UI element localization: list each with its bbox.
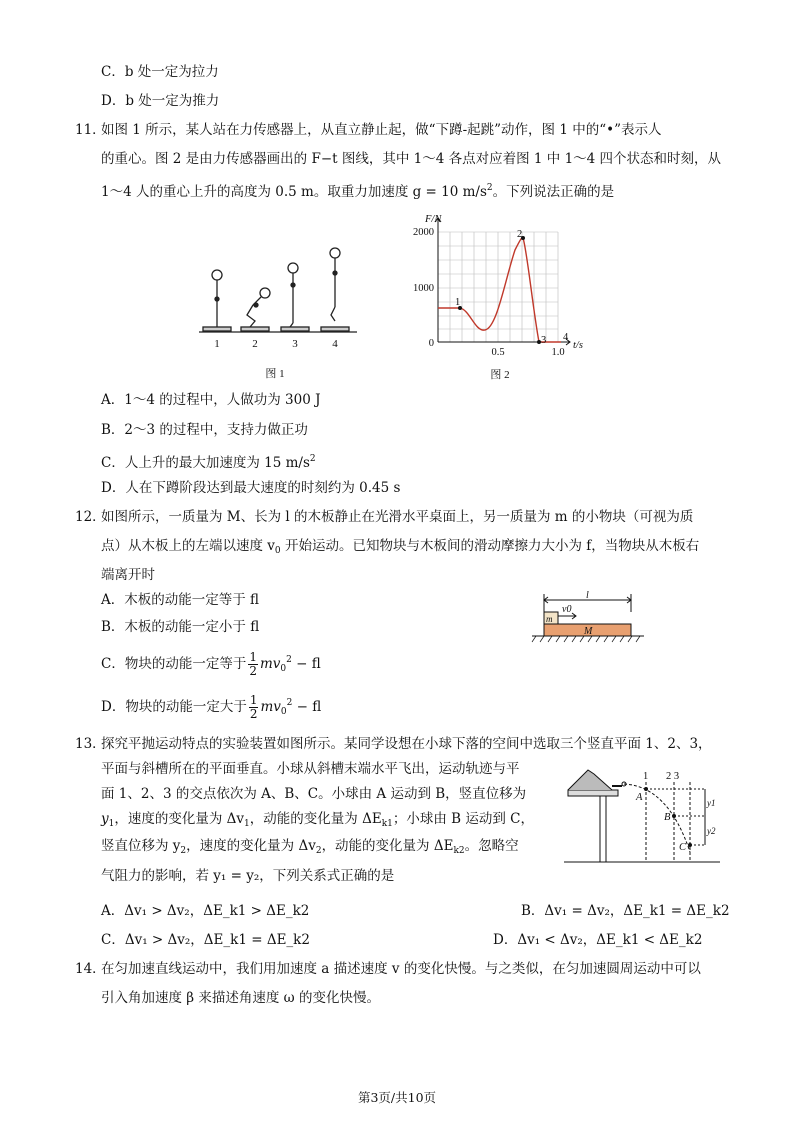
q12-option-a: A．木板的动能一定等于 fl	[101, 592, 260, 608]
point-label-1: 1	[455, 297, 461, 308]
q10-option-d: D．b 处一定为推力	[101, 93, 220, 109]
fig1-label-3: 3	[292, 338, 298, 350]
q13-option-c: C．Δv₁ > Δv₂，ΔE_k1 = ΔE_k2	[101, 932, 310, 948]
q13-stem-line2: 平面与斜槽所在的平面垂直。小球从斜槽末端水平飞出，运动轨迹与平	[101, 761, 520, 777]
q12-figure	[528, 590, 648, 650]
q12-stem-line3: 端离开时	[101, 567, 155, 583]
q11-figure1	[195, 235, 365, 380]
point-label-3: 3	[541, 335, 547, 346]
q12-number: 12．	[75, 509, 106, 525]
q11-number: 11．	[75, 122, 106, 138]
q10-option-c: C．b 处一定为拉力	[101, 64, 219, 80]
page-footer: 第3页/共10页	[357, 1090, 437, 1105]
q13-stem-line6: 气阻力的影响，若 y₁ = y₂，下列关系式正确的是	[101, 868, 395, 884]
x-axis-label: t/s	[573, 340, 583, 351]
point-B: B	[664, 812, 671, 823]
q11-option-c: C．人上升的最大加速度为 15 $m/s^2$	[101, 454, 316, 471]
fig2-caption: 图 2	[490, 369, 510, 380]
q13-stem-line3: 面 1、2、3 的交点依次为 A、B、C。小球由 A 运动到 B，竖直位移为	[101, 786, 527, 802]
q12-option-b: B．木板的动能一定小于 fl	[101, 619, 260, 635]
x-tick-1.0: 1.0	[551, 347, 565, 358]
q14-stem-line2: 引入角加速度 β 来描述角速度 ω 的变化快慢。	[101, 990, 380, 1006]
q12-fig-m-label: m	[546, 614, 553, 624]
plane-label-23: 2 3	[666, 771, 680, 782]
q13-stem-line5: 竖直位移为 $y_2$，速度的变化量为 $\Delta v_2$，动能的变化量为 $\Delta E_{k2}$。忽略空	[101, 838, 519, 856]
f-t-curve	[438, 237, 561, 342]
y-tick-0: 0	[428, 338, 434, 349]
q11-stem-line3: 1～4 人的重心上升的高度为 0.5 m。取重力加速度 g = 10 $m/s^2$。下列说法正确的是	[101, 183, 615, 200]
y-axis-label: F/N	[425, 214, 442, 225]
q12-stem-line2: 点）从木板上的左端以速度 $v_0$ 开始运动。已知物块与木板间的滑动摩擦力大小为 f，当物块从木板右	[101, 538, 700, 556]
q13-option-d: D．Δv₁ < Δv₂，ΔE_k1 < ΔE_k2	[493, 932, 703, 948]
q12-fig-v-label: v0	[562, 604, 572, 615]
point-label-4: 4	[563, 332, 569, 343]
q11-stem-line2: 的重心。图 2 是由力传感器画出的 F−t 图线，其中 1～4 各点对应着图 1 中 1～4 四个状态和时刻，从	[101, 151, 722, 167]
point-A: A	[636, 792, 643, 803]
q13-number: 13．	[75, 736, 106, 752]
y-tick-1000: 1000	[413, 283, 434, 294]
y1-label: y1	[707, 798, 716, 808]
q13-option-b: B．Δv₁ = Δv₂，ΔE_k1 = ΔE_k2	[521, 903, 730, 919]
q11-option-a: A．1～4 的过程中，人做功为 300 J	[101, 392, 321, 408]
y2-label: y2	[707, 826, 716, 836]
q11-figure2	[405, 210, 595, 380]
q11-stem-line1: 11．如图 1 所示，某人站在力传感器上，从直立静止起，做“下蹲-起跳”动作，图 1 中的“•”表示人	[75, 122, 662, 138]
q12-stem-line1: 12．如图所示，一质量为 M、长为 l 的木板静止在光滑水平桌面上，另一质量为 m 的小物块（可视为质	[75, 509, 694, 525]
plane-label-1: 1	[643, 771, 649, 782]
y-tick-2000: 2000	[413, 227, 434, 238]
q14-number: 14．	[75, 961, 106, 977]
fig1-label-1: 1	[214, 338, 220, 350]
point-label-2: 2	[517, 229, 523, 240]
q12-fig-l-label: l	[586, 590, 589, 601]
x-tick-0.5: 0.5	[491, 347, 505, 358]
q14-stem-line1: 14．在匀加速直线运动中，我们用加速度 a 描述速度 v 的变化快慢。与之类似，在匀加速圆周运动中可以	[75, 961, 701, 977]
q13-figure	[560, 760, 735, 870]
q12-fig-M-label: M	[584, 626, 593, 637]
point-C: C	[679, 842, 687, 853]
fig1-caption: 图 1	[265, 368, 285, 380]
fig1-label-4: 4	[332, 338, 338, 350]
q11-option-d: D．人在下蹲阶段达到最大速度的时刻约为 0.45 s	[101, 480, 401, 496]
q12-option-d: D．物块的动能一定大于 $\frac{1}{2}$ $mv_0^2$ − fl	[101, 693, 322, 721]
q13-stem-line1: 13．探究平抛运动特点的实验装置如图所示。某同学设想在小球下落的空间中选取三个竖直平面 1、2、3，	[75, 736, 712, 752]
fig1-label-2: 2	[252, 338, 258, 350]
q11-option-b: B．2～3 的过程中，支持力做正功	[101, 422, 308, 438]
q12-option-c: C．物块的动能一定等于 $\frac{1}{2}$ $mv_0^2$ − fl	[101, 650, 321, 678]
q13-stem-line4: $y_1$，速度的变化量为 $\Delta v_1$，动能的变化量为 $\Delta E_{k1}$；小球由 B 运动到 C，	[101, 811, 534, 829]
q13-option-a: A．Δv₁ > Δv₂，ΔE_k1 > ΔE_k2	[101, 903, 310, 919]
